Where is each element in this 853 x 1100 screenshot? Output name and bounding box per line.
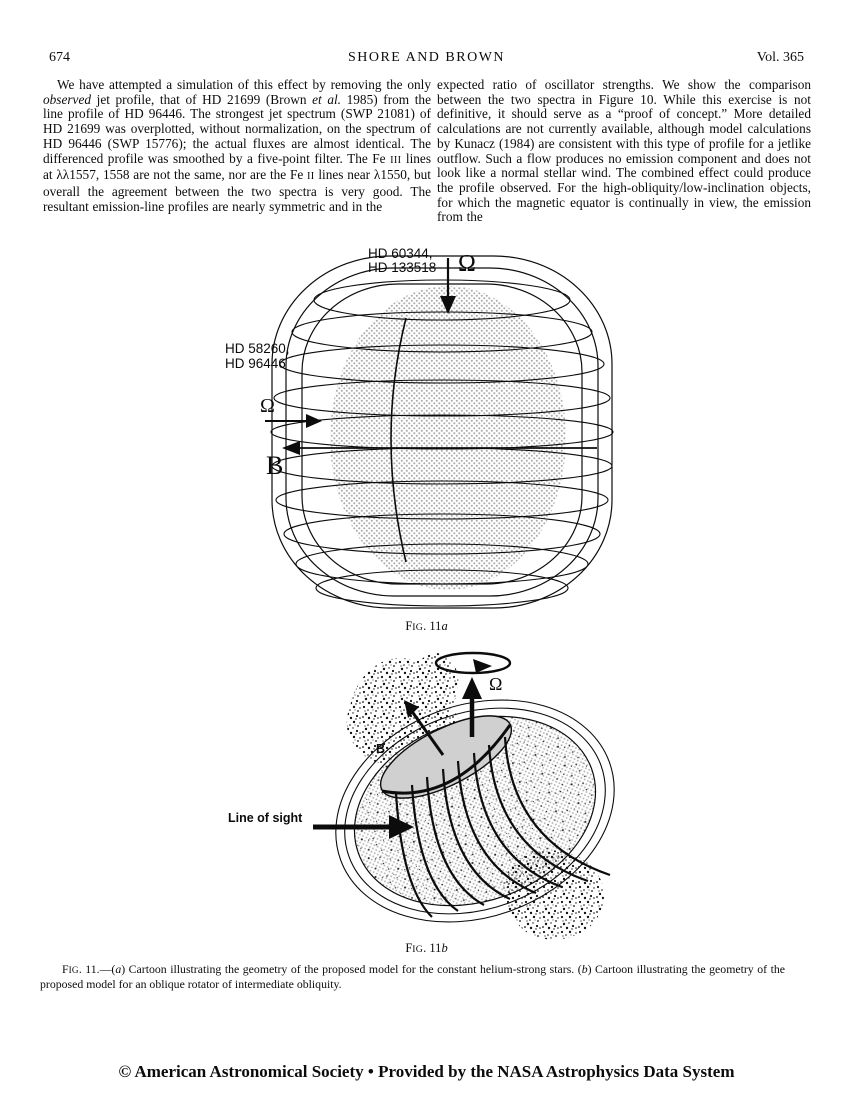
volume-label: Vol. 365 [756, 50, 804, 65]
omega-symbol: Ω [489, 674, 503, 694]
star-label-hd60344: HD 60344, [368, 246, 433, 261]
star-label-hd96446: HD 96446 [225, 356, 286, 371]
ads-footer: © American Astronomical Society • Provided by the NASA Astrophysics Data System [118, 1062, 735, 1081]
star-label-hd58260: HD 58260, [225, 341, 290, 356]
figure-11a-caption: FIG. 11a [405, 619, 448, 633]
b-axis-label: B [266, 451, 284, 480]
text-column-left: We have attempted a simulation of this effect by removing the only observed jet profile, that of HD 21699 (Brown et al. 1985) from the line profile of HD 96446. The strongest jet spectrum (SWP 21081) of HD 21699 was overplotted, without normalization, on the spectrum of HD 96446 (SWP 15776); the actual fluxes are almost identical. The differenced profile was smoothed by a five-point filter. The Fe III lines at λλ1557, 1558 are not the same, nor are the Fe II lines near λ1550, but overall the agreement between the two spectra is very good. The resultant emission-line profiles are nearly symmetric and in the [43, 77, 432, 214]
running-title: SHORE AND BROWN [347, 50, 506, 65]
figure-11b-cartoon [200, 645, 660, 947]
omega-symbol-top: Ω [458, 251, 476, 277]
page-number: 674 [49, 50, 70, 65]
text-column-right: expected ratio of oscillator strengths. We show the comparison between the two spectra in Figure 10. While this exercise is not definitive, it should serve as a “proof of concept.” More detailed calculations are not currently available, although model calculations by Kunacz (1984) are consistent with this type of profile for a jetlike outflow. Such a flow produces no emission component and does not look like a normal stellar wind. The combined effect could produce the profile observed. For the high-obliquity/low-inclination objects, for which the magnetic equator is continually in view, the emission from the [437, 77, 811, 225]
plasma-cloud-lower [503, 850, 604, 939]
figure-11b-caption: FIG. 11b [405, 941, 448, 955]
figure-11a-cartoon [218, 242, 620, 622]
line-of-sight-label: Line of sight [228, 811, 303, 825]
figure-11-main-caption: FIG. 11.—(a) Cartoon illustrating the geometry of the proposed model for the constant helium-strong stars. (b) Cartoon illustrating the geometry of the proposed model for an oblique rotator of intermediate obliquity. [40, 962, 785, 991]
b-axis-label: B [376, 742, 386, 756]
omega-symbol-left: Ω [260, 395, 275, 417]
star-label-hd133518: HD 133518 [368, 260, 437, 275]
